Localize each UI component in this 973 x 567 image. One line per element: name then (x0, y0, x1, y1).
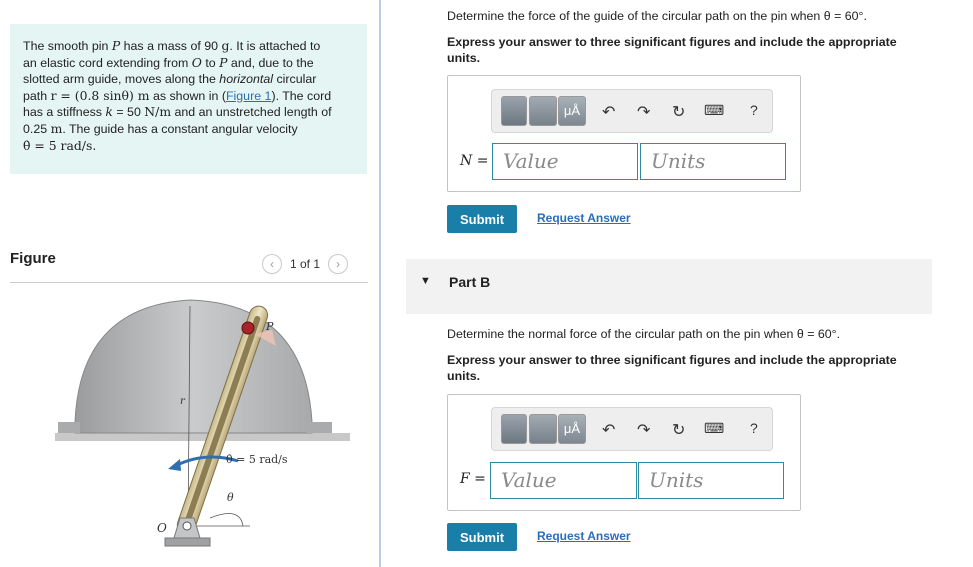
label-o: O (157, 521, 167, 535)
part-b-header[interactable] (406, 259, 932, 314)
figure-pager (262, 253, 348, 275)
units-button[interactable]: μÅ (558, 96, 586, 126)
figure-title: Figure (10, 250, 56, 267)
reset-icon[interactable]: ↻ (672, 104, 686, 121)
keyboard-icon[interactable]: ⌨ (704, 102, 725, 118)
figure-divider (10, 282, 368, 283)
figure-link[interactable]: Figure 1 (225, 88, 272, 103)
part-a-instruction: Express your answer to three significant figures and include the appropriate units. (447, 35, 897, 65)
problem-statement: The smooth pin P has a mass of 90 g. It is attached to an elastic cord extending from O to P and, due to the slotted arm guide, moves along the horizontal circular path r = (0.8 sinθ) m as shown in (Figure 1). The cord has a stiffness k = 50 N/m and an unstretched length of 0.25 m. The guide has a constant angular velocity θ̇ = 5 rad/s. (10, 24, 367, 174)
pin-p (242, 322, 254, 334)
part-b-value-input[interactable]: Value (490, 462, 637, 499)
prev-figure-button[interactable]: ‹ (262, 254, 282, 274)
units-button[interactable]: μÅ (558, 414, 586, 444)
arrow-head (168, 459, 181, 471)
part-b-instruction: Express your answer to three significant figures and include the appropriate units. (447, 353, 897, 383)
figure-diagram (40, 286, 370, 561)
undo-icon[interactable]: ↶ (602, 422, 616, 439)
part-b-request-answer-link[interactable]: Request Answer (537, 529, 631, 543)
undo-icon[interactable]: ↶ (602, 104, 616, 121)
part-b-title: Part B (449, 274, 491, 290)
label-p: P (266, 320, 274, 333)
fraction-template-button[interactable] (529, 414, 557, 444)
template-button[interactable] (501, 414, 527, 444)
reset-icon[interactable]: ↻ (672, 422, 686, 439)
keyboard-icon[interactable]: ⌨ (704, 420, 725, 436)
part-a-variable-label: N = (460, 153, 489, 169)
part-a-submit-button[interactable]: Submit (447, 205, 517, 233)
part-b-question: Determine the normal force of the circular path on the pin when θ = 60°. (447, 327, 841, 341)
ground-surface (55, 433, 350, 441)
figure-page-count: 1 of 1 (290, 257, 321, 271)
redo-icon[interactable]: ↷ (637, 422, 651, 439)
label-omega: θ̇ = 5 rad/s (226, 453, 288, 466)
redo-icon[interactable]: ↷ (637, 104, 651, 121)
column-divider (379, 0, 381, 567)
part-a-question: Determine the force of the guide of the circular path on the pin when θ = 60°. (447, 9, 867, 23)
collapse-caret-icon[interactable]: ▼ (420, 275, 431, 287)
template-button[interactable] (501, 96, 527, 126)
part-b-toolbar (491, 407, 773, 451)
label-r: r (180, 396, 185, 407)
help-icon[interactable]: ? (750, 420, 758, 436)
theta-arc (210, 514, 243, 527)
part-a-units-input[interactable]: Units (640, 143, 786, 180)
pivot-o (183, 522, 191, 530)
dome-flange-left (58, 422, 80, 433)
next-figure-button[interactable]: › (328, 254, 348, 274)
circular-path-dome (75, 300, 312, 433)
part-b-answer-box (447, 394, 801, 511)
dome-flange-right (306, 422, 332, 433)
part-b-units-input[interactable]: Units (638, 462, 784, 499)
label-theta: θ (227, 491, 234, 504)
part-a-request-answer-link[interactable]: Request Answer (537, 211, 631, 225)
fraction-template-button[interactable] (529, 96, 557, 126)
base-support (165, 538, 210, 546)
part-a-answer-box (447, 75, 801, 192)
part-a-value-input[interactable]: Value (492, 143, 638, 180)
help-icon[interactable]: ? (750, 102, 758, 118)
part-b-variable-label: F = (460, 471, 486, 487)
part-b-submit-button[interactable]: Submit (447, 523, 517, 551)
part-a-toolbar (491, 89, 773, 133)
